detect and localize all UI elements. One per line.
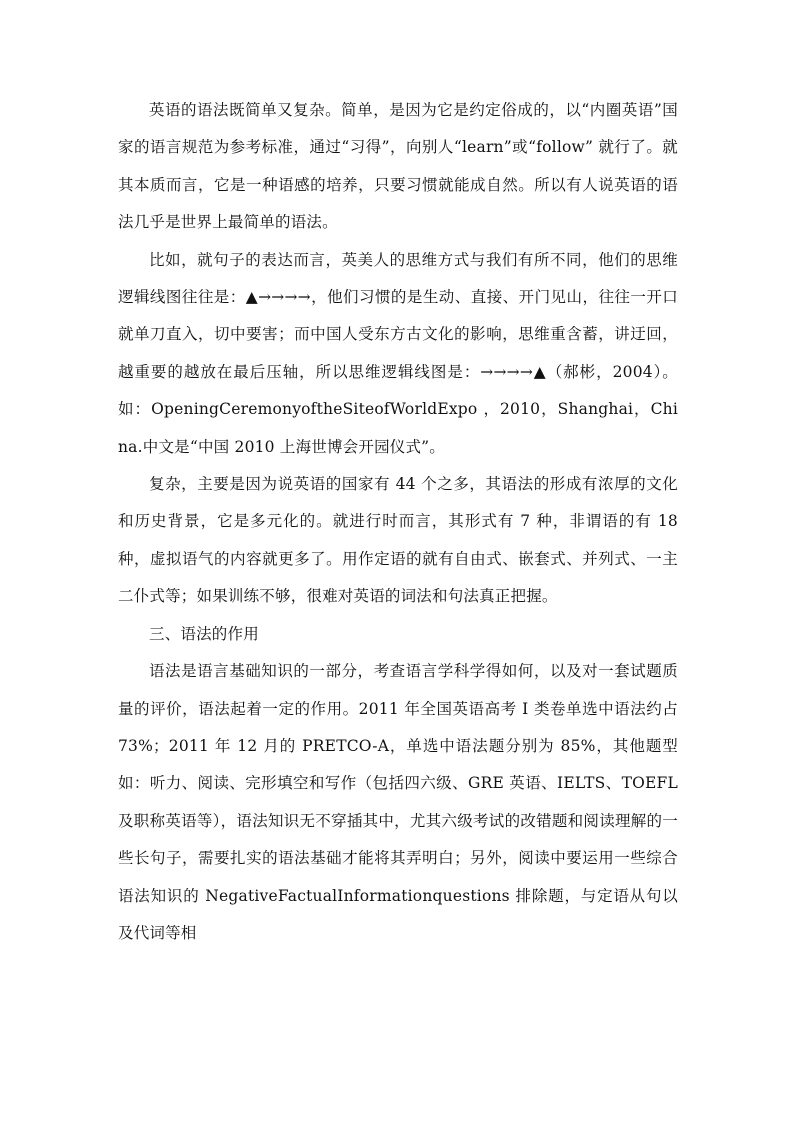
section-heading: 三、语法的作用 [149,624,259,643]
paragraph-complexity: 复杂，主要是因为说英语的国家有 44 个之多，其语法的形成有浓厚的文化和历史背景，它是多元化的。就进行时而言，其形式有 7 种，非谓语的有 18 种，虚拟语气的内容就更多了。用作定语的就有自由式、嵌套式、并列式、一主二仆式等；如果训练不够，很难对英语的词法和句法真正把握。 [118,475,678,606]
paragraph-thinking-patterns: 比如，就句子的表达而言，英美人的思维方式与我们有所不同，他们的思维逻辑线图往往是：▲→→→→，他们习惯的是生动、直接、开门见山，往往一开口就单刀直入，切中要害；而中国人受东方古文化的影响，思维重含蓄，讲迂回，越重要的越放在最后压轴，所以思维逻辑线图是：→→→→▲（郝彬，2004）。如：OpeningCeremonyoftheSiteofWorldExpo ，2010，Shanghai，China.中文是“中国 2010 上海世博会开园仪式”。 [118,250,678,456]
document-body [118,92,678,952]
paragraph-grammar-role: 语法是语言基础知识的一部分，考查语言学科学得如何，以及对一套试题质量的评价，语法起着一定的作用。2011 年全国英语高考 I 类卷单选中语法约占 73%；2011 年 12 月的 PRETCO-A，单选中语法题分别为 85%，其他题型如：听力、阅读、完形填空和写作（包括四六级、GRE 英语、IELTS、TOEFL 及职称英语等），语法知识无不穿插其中，尤其六级考试的改错题和阅读理解的一些长句子，需要扎实的语法基础才能将其弄明白；另外，阅读中要运用一些综合语法知识的 NegativeFactualInformationquestions 排除题，与定语从句以及代词等相 [118,662,678,942]
paragraph-grammar-simple-complex: 英语的语法既简单又复杂。简单，是因为它是约定俗成的，以“内圈英语”国家的语言规范为参考标准，通过“习得”，向别人“learn”或“follow” 就行了。就其本质而言，它是一种语感的培养，只要习惯就能成自然。所以有人说英语的语法几乎是世界上最简单的语法。 [118,101,678,232]
